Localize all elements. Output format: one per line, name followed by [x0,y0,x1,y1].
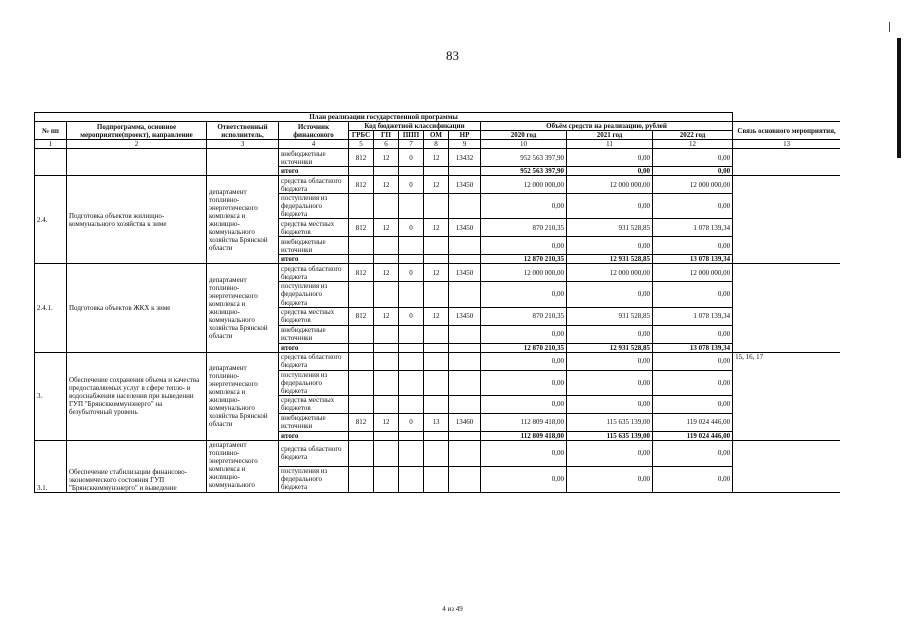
gp-cell: 12 [374,413,399,431]
nr-cell: 13460 [449,413,481,431]
ppp-cell: 0 [399,413,424,431]
total-label: итого [279,343,349,352]
col-2022: 2022 год [653,131,733,140]
amount-2021: 115 635 139,00 [567,413,653,431]
amount-2021: 931 528,85 [567,219,653,237]
source-cell: поступления из федерального бюджета [279,466,349,492]
om-cell: 12 [424,264,449,282]
amount-2022: 0,00 [653,325,733,343]
grbs-cell: 812 [349,149,374,167]
om-cell: 12 [424,176,449,194]
amount-2020: 952 563 397,90 [481,149,567,167]
gp-cell: 12 [374,176,399,194]
gp-cell: 12 [374,149,399,167]
table-row [35,352,841,370]
ppp-cell: 0 [399,307,424,325]
row-number: 3.1. [35,440,67,492]
om-cell: 12 [424,307,449,325]
executor-cell: департамент топливно-энергетического комплекса и жилищно-коммунального [207,440,279,492]
ppp-cell: 0 [399,219,424,237]
program-plan-table-wrap [34,112,840,578]
page-number: 83 [446,48,459,63]
amount-2021: 0,00 [567,466,653,492]
grbs-cell: 812 [349,176,374,194]
table-row [35,264,841,282]
source-cell: средства областного бюджета [279,264,349,282]
ppp-cell: 0 [399,149,424,167]
amount-2020: 12 000 000,00 [481,176,567,194]
amount-2022: 0,00 [653,370,733,395]
amount-2020: 0,00 [481,466,567,492]
amount-2022: 0,00 [653,282,733,307]
page-footer: 4 из 49 [442,605,463,613]
amount-2020: 0,00 [481,237,567,255]
col-nr: НР [449,131,481,140]
executor-cell: департамент топливно-энергетического комплекса и жилищно-коммунального хозяйства Брянской области [207,176,279,264]
col-number: 2 [67,140,207,149]
amount-2022: 0,00 [653,352,733,370]
col-number: 9 [449,140,481,149]
amount-2022: 1 078 139,34 [653,307,733,325]
amount-2020: 0,00 [481,370,567,395]
amount-2021: 12 000 000,00 [567,176,653,194]
col-number: 5 [349,140,374,149]
measure-name: Обеспечение сохранения объема и качества предоставляемых услуг в сфере тепло- и водоснабжения населения при выведении ГУП "Брянсккоммунэнерго" на безубыточный уровень [67,352,207,440]
amount-2021: 931 528,85 [567,307,653,325]
amount-2020: 0,00 [481,282,567,307]
grbs-cell: 812 [349,219,374,237]
col-subprogram-header: Подпрограмма, основное мероприятие(проект), направление [67,122,207,140]
total-2021: 0,00 [567,167,653,176]
amount-2020: 0,00 [481,440,567,466]
amount-2021: 12 000 000,00 [567,264,653,282]
source-cell: поступления из федерального бюджета [279,282,349,307]
ppp-cell: 0 [399,176,424,194]
source-cell: внебюджетные источники [279,149,349,167]
executor-cell: департамент топливно-энергетического комплекса и жилищно-коммунального хозяйства Брянской области [207,264,279,352]
total-2021: 115 635 139,00 [567,431,653,440]
om-cell: 13 [424,413,449,431]
col-gp: ГП [374,131,399,140]
margin-tick [889,22,890,32]
amount-2021: 0,00 [567,395,653,413]
col-num-header: № пп [35,122,67,140]
amount-2022: 12 000 000,00 [653,264,733,282]
amount-2020: 0,00 [481,325,567,343]
source-cell: внебюджетные источники [279,325,349,343]
col-ppp: ППП [399,131,424,140]
amount-2021: 0,00 [567,325,653,343]
table-row [35,176,841,194]
amount-2021: 0,00 [567,352,653,370]
margin-bar [897,38,901,158]
col-number: 8 [424,140,449,149]
total-2022: 0,00 [653,167,733,176]
ppp-cell: 0 [399,264,424,282]
total-label: итого [279,255,349,264]
source-cell: поступления из федерального бюджета [279,370,349,395]
link-cell: 15, 16, 17 [733,352,840,440]
amount-2020: 870 210,35 [481,307,567,325]
nr-cell: 13432 [449,149,481,167]
amount-2022: 1 078 139,34 [653,219,733,237]
total-2021: 12 931 528,85 [567,343,653,352]
amount-2022: 12 000 000,00 [653,176,733,194]
gp-cell: 12 [374,264,399,282]
program-plan-table [34,112,840,493]
col-number: 3 [207,140,279,149]
amount-2021: 0,00 [567,282,653,307]
col-number: 4 [279,140,349,149]
nr-cell: 13450 [449,176,481,194]
col-link-header: Связь основного мероприятия, [733,122,840,140]
col-number: 1 [35,140,67,149]
amount-2020: 0,00 [481,352,567,370]
measure-name: Подготовка объектов жилищно-коммунального хозяйства к зиме [67,176,207,264]
column-number-row [35,140,841,149]
total-2020: 112 809 418,00 [481,431,567,440]
col-grbs: ГРБС [349,131,374,140]
amount-2020: 0,00 [481,194,567,219]
source-cell: средства местных бюджетов [279,219,349,237]
nr-cell: 13450 [449,219,481,237]
amount-2022: 0,00 [653,466,733,492]
amount-2021: 0,00 [567,194,653,219]
source-cell: средства областного бюджета [279,440,349,466]
total-label: итого [279,431,349,440]
col-source-header: Источник финансового [279,122,349,140]
source-cell: средства областного бюджета [279,176,349,194]
gp-cell: 12 [374,307,399,325]
amount-2021: 0,00 [567,237,653,255]
amount-2022: 0,00 [653,149,733,167]
source-cell: внебюджетные источники [279,413,349,431]
col-2021: 2021 год [567,131,653,140]
total-2020: 12 870 210,35 [481,255,567,264]
amount-2020: 870 210,35 [481,219,567,237]
col-volume-header: Объём средств на реализацию, рублей [481,122,733,131]
col-executor-header: Ответственный исполнитель, [207,122,279,140]
source-cell: средства областного бюджета [279,352,349,370]
row-number: 2.4. [35,176,67,264]
amount-2021: 0,00 [567,370,653,395]
col-number: 12 [653,140,733,149]
total-2020: 12 870 210,35 [481,343,567,352]
plan-title: План реализации государственной программы [35,113,733,122]
col-budget-code-header: Код бюджетной классификации [349,122,481,131]
total-2020: 952 563 397,90 [481,167,567,176]
grbs-cell: 812 [349,413,374,431]
source-cell: средства местных бюджетов [279,395,349,413]
amount-2020: 0,00 [481,395,567,413]
gp-cell: 12 [374,219,399,237]
amount-2022: 119 024 446,00 [653,413,733,431]
grbs-cell: 812 [349,264,374,282]
amount-2022: 0,00 [653,440,733,466]
total-2022: 119 024 446,00 [653,431,733,440]
total-2022: 13 078 139,34 [653,255,733,264]
measure-name: Обеспечение стабилизации финансово-экономического состояния ГУП "Брянсккоммунэнерго" и выведение [67,440,207,492]
om-cell: 12 [424,149,449,167]
total-2022: 13 078 139,34 [653,343,733,352]
source-cell: средства местных бюджетов [279,307,349,325]
amount-2022: 0,00 [653,237,733,255]
grbs-cell: 812 [349,307,374,325]
source-cell: поступления из федерального бюджета [279,194,349,219]
col-number: 6 [374,140,399,149]
nr-cell: 13450 [449,264,481,282]
table-row [35,440,841,466]
total-2021: 12 931 528,85 [567,255,653,264]
col-om: ОМ [424,131,449,140]
executor-cell: департамент топливно-энергетического комплекса и жилищно-коммунального хозяйства Брянской области [207,352,279,440]
nr-cell: 13450 [449,307,481,325]
om-cell: 12 [424,219,449,237]
measure-name: Подготовка объектов ЖКХ к зиме [67,264,207,352]
row-number: 2.4.1. [35,264,67,352]
amount-2020: 12 000 000,00 [481,264,567,282]
total-label: итого [279,167,349,176]
col-number: 13 [733,140,840,149]
table-row [35,149,841,167]
col-number: 10 [481,140,567,149]
source-cell: внебюджетные источники [279,237,349,255]
amount-2021: 0,00 [567,440,653,466]
amount-2022: 0,00 [653,194,733,219]
row-number: 3. [35,352,67,440]
amount-2021: 0,00 [567,149,653,167]
amount-2022: 0,00 [653,395,733,413]
col-number: 11 [567,140,653,149]
col-2020: 2020 год [481,131,567,140]
amount-2020: 112 809 418,00 [481,413,567,431]
col-number: 7 [399,140,424,149]
